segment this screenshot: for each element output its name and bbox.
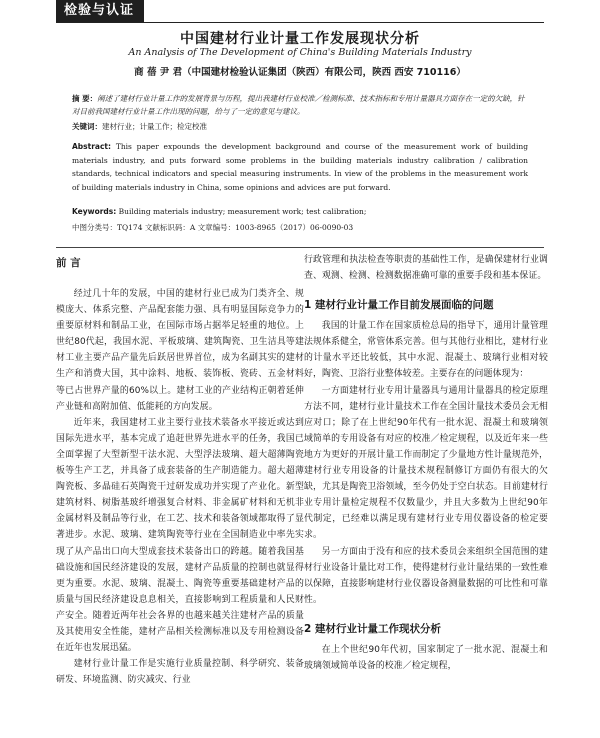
author-line: 商 蓓 尹 君（中国建材检验认证集团（陕西）有限公司，陕西 西安 710116）	[134, 67, 466, 78]
paragraph: 经过几十年的发展，中国的建材行业已成为门类齐全、规模庞大、体系完整、产品配套能力强、具有明显国际竞争力的重要原材料和制品工业，在国际市场占据举足轻重的地位。上世纪80代起，我国水泥、平板玻璃、建筑陶瓷、卫生洁具等建材工业主要产品产量先后跃居世界首位，成为名副其实的建材生产和消费大国，其中涂料、地板、装饰板、瓷砖、五金材料等已占世界产量的60%以上。建材工业的产业结构正朝着延伸产业链和高附加值、低能耗的方向发展。	[56, 289, 304, 412]
keywords-chinese-label: 关键词：	[72, 122, 102, 131]
paragraph: 近年来，我国建材工业主要行业技术装备水平接近或达到国际先进水平，基本完成了追赶世界先进水平的任务，我国已全面掌握了大型新型干法水泥、大型浮法玻璃、超大超薄陶瓷板等生产工艺，并具备了成套装备的生产制造能力。超大超薄陶瓷板、多晶硅石英陶瓷干过研发成功并实现了产业化。新型建筑材料、树脂基玻纤增强复合材料、非金属矿材料和无机非金属材料及制品等行业，在工艺、技术和装备领域都取得了显著进步。水泥、玻璃、建筑陶瓷等行业在全国制造业中率先实现了从产品出口向大型成套技术装备出口的跨越。随着我国基础设施和国民经济建设的发展，建材产品质量的控制也就显得更为重要。水泥、玻璃、混凝土、陶瓷等重要基础建材产品的质量与国民经济建设息息相关，直接影响到工程质量和人民财产安全。随着近两年社会各界的也越来越关注建材产品的质量及其使用安全性能，建材产品相关检测标准以及专用检测设备在近年也发展迅猛。	[56, 417, 304, 654]
title-chinese: 中国建材行业计量工作发展现状分析	[180, 31, 420, 47]
keywords-chinese	[72, 121, 528, 133]
abstract-chinese-label: 摘 要：	[72, 94, 98, 103]
paragraph: 建材行业计量工作是实施行业质量控制、科学研究、装备研发、环境监测、防灾减灾、行业	[56, 659, 304, 686]
paragraph: 在上个世纪90年代初，国家制定了一批水泥、混凝土和玻璃领域简单设备的校准／检定规程，	[304, 644, 548, 671]
paragraph: 另一方面由于没有和应的技术委员会来组织全国范围的建材行业设备计量比对工作，使得建材行业计量结果的一致性难以保障，直接影响建材行业仪器设备测量数据的可比性和可靠性。	[304, 546, 548, 605]
abstract-chinese-text: 阐述了建材行业计量工作的发展背景与历程，提出我建材行业校准／检测标准、技术指标和专用计量器具方面存在一定的欠缺，针对目前我国建材行业计量工作出现的问题，给与了一定的意见与建议。	[72, 94, 525, 116]
section-tag: 检验与认证	[56, 0, 144, 22]
right-column	[304, 252, 548, 674]
keywords-english-text: Building materials industry; measurement work; test calibration;	[118, 207, 367, 216]
keywords-english	[72, 206, 528, 218]
left-column	[56, 252, 304, 688]
abstract-english-label: Abstract:	[72, 142, 112, 151]
keywords-english-label: Keywords:	[72, 207, 117, 216]
heading-section-2: 2 建材行业计量工作现状分析	[304, 622, 441, 635]
paragraph: 我国的计量工作在国家质检总局的指导下，通用计量管理法规体系健全，常管体系完善。但与其他行业相比，建材行业的计量水平还比较低，其中水泥、混凝土、玻璃行业相对较好，陶瓷、卫浴行业整体较差。主要存在的问题体现为：	[304, 321, 548, 380]
abstract-english	[72, 140, 528, 194]
header-rule	[56, 22, 544, 23]
abstract-chinese	[72, 92, 528, 118]
divider	[56, 247, 544, 248]
abstract-english-text: This paper expounds the development background and course of the measurement work of building materials industry, and puts forward some problems in the building materials industry calibration / calibration standards, technical indicators and special measuring instruments. In view of the problems in the measurement work of building materials industry in China, some opinions and advices are put forward.	[72, 142, 529, 192]
heading-section-1: 1 建材行业计量工作目前发展面临的问题	[304, 299, 494, 312]
heading-preface: 前 言	[56, 257, 81, 269]
classification-line: 中图分类号：TQ174 文献标识码：A 文章编号：1003-8965（2017）06-0090-03	[72, 223, 354, 232]
paragraph: 行政管理和执法检查等职责的基础性工作，是确保建材行业调查、观测、检测、检测数据准确可靠的重要手段和基本保证。	[304, 255, 548, 282]
title-english: An Analysis of The Development of China's Building Materials Industry	[128, 47, 472, 58]
keywords-chinese-text: 建材行业；计量工作；检定校准	[102, 122, 207, 131]
paragraph: 一方面建材行业专用计量器具与通用计量器具的检定原理方法不同，建材行业计量技术工作在全国计量技术委员会无相应对口；除了在上世纪90年代有一批水泥、混凝土和玻璃领域简单的专用设备有对应的校准／检定规程，以及近年来一些地方为更好的开展计量工作而制定了少量地方性计量规范外，建材行业专用设备的计量技术规程制修订方面仍有很大的欠缺，尤其是陶瓷卫浴领域，至今仍处于空白状态。目前建材行业专用计量检定规程不仅数量少，并且大多数为上世纪90年代制定，已经难以满足现有建材行业专用仪器设备的检定要求。	[304, 385, 548, 541]
